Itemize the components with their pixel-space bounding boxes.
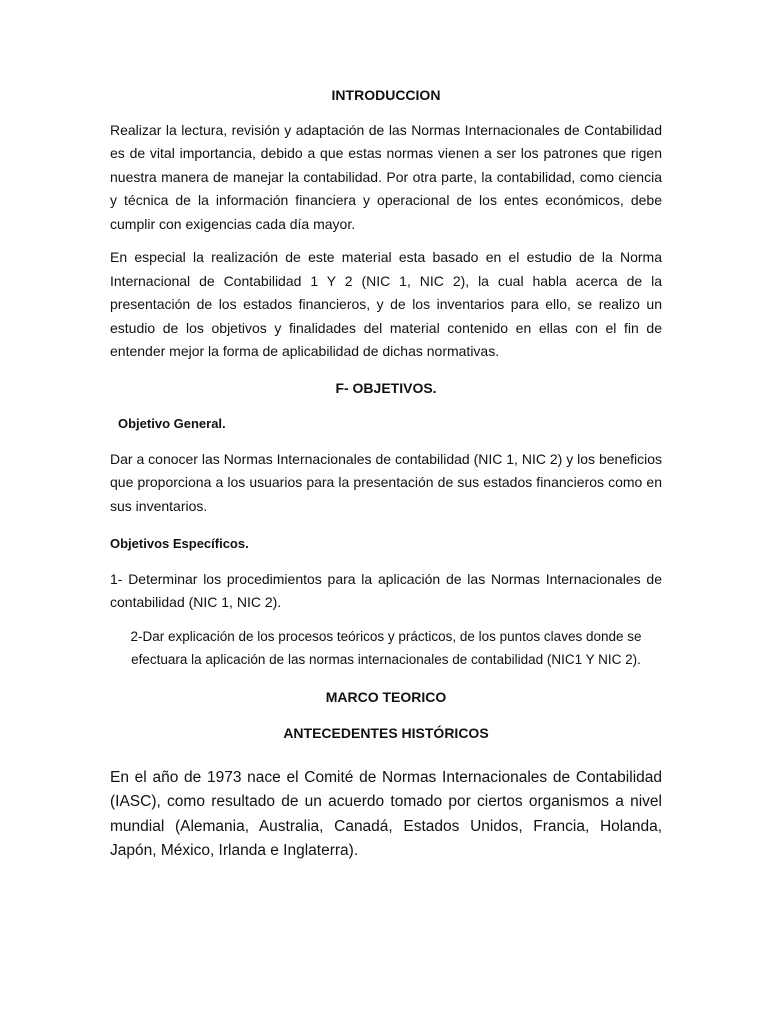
marco-teorico-heading: MARCO TEORICO [325, 688, 447, 705]
objetivo-especifico-1: 1- Determinar los procedimientos para la aplicación de las Normas Internacionales de contabilidad (NIC 1, NIC 2). [110, 570, 662, 610]
antecedentes-paragraph: En el año de 1973 nace el Comité de Normas Internacionales de Contabilidad (IASC), como resultado de un acuerdo tomado por ciertos organismos a nivel mundial (Alemania, Australia, Canadá, Estados Unidos, Francia, Holanda, Japón, México, Irlanda e Inglaterra). [110, 768, 662, 859]
objetivo-especifico-2 [110, 625, 662, 672]
objetivo-general-heading: Objetivo General. [118, 416, 226, 431]
intro-paragraph-1: Realizar la lectura, revisión y adaptación de las Normas Internacionales de Contabilidad es de vital importancia, debido a que estas normas vienen a ser los patrones que rigen nuestra manera de manejar la contabilidad. Por otra parte, la contabilidad, como ciencia y técnica de la información financiera y operacional de los entes económicos, debe cumplir con exigencias cada día mayor. [110, 121, 662, 232]
objetivo-especifico-2-line-1: 2-Dar explicación de los procesos teóricos y prácticos, de los puntos claves donde se [130, 628, 642, 644]
objetivos-especificos-heading: Objetivos Específicos. [110, 536, 249, 551]
objetivos-heading: F- OBJETIVOS. [335, 379, 437, 396]
objetivo-especifico-2-line-2: efectuara la aplicación de las normas internacionales de contabilidad (NIC1 Y NIC 2). [131, 652, 641, 667]
objetivo-general-text: Dar a conocer las Normas Internacionales de contabilidad (NIC 1, NIC 2) y los beneficios que proporciona a los usuarios para la presentación de sus estados financieros como en sus inventarios. [110, 450, 662, 514]
intro-paragraph-2: En especial la realización de este material esta basado en el estudio de la Norma Internacional de Contabilidad 1 Y 2 (NIC 1, NIC 2), la cual habla acerca de la presentación de los estados financieros, y de los inventarios para ello, se realizo un estudio de los objetivos y finalidades del material contenido en ellas con el fin de entender mejor la forma de aplicabilidad de dichas normativas. [110, 249, 662, 359]
introduccion-heading: INTRODUCCION [331, 87, 441, 103]
antecedentes-heading: ANTECEDENTES HISTÓRICOS [283, 725, 489, 741]
